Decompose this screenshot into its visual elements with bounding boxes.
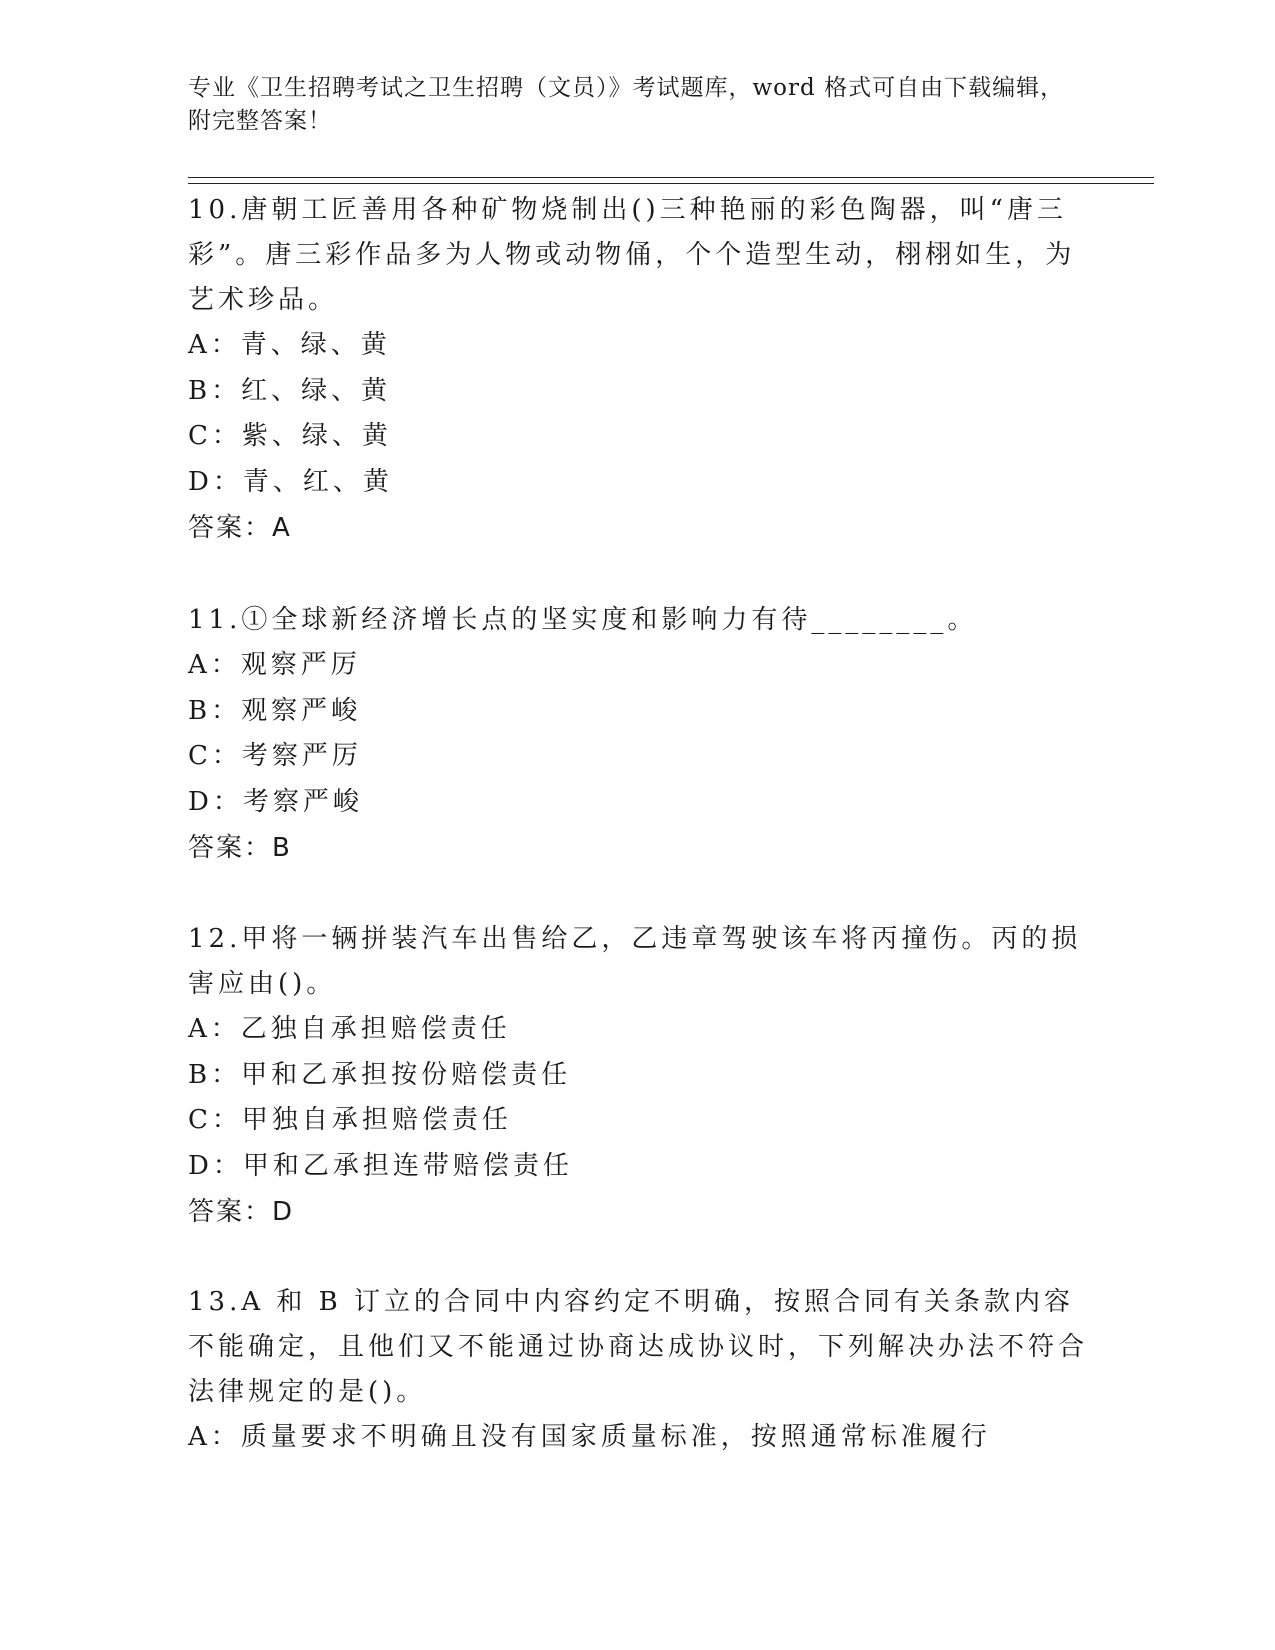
question-13 xyxy=(188,1280,1088,1461)
option-b: B：观察严峻 xyxy=(188,695,362,726)
option-b: B：甲和乙承担按份赔偿责任 xyxy=(188,1059,572,1090)
question-11 xyxy=(188,598,1088,871)
option-d: D：青、红、黄 xyxy=(188,466,393,497)
option-d: D：甲和乙承担连带赔偿责任 xyxy=(188,1150,573,1181)
header-text: 专业《卫生招聘考试之卫生招聘（文员）》考试题库，word 格式可自由下载编辑，附完整答案！ xyxy=(188,75,1065,134)
answer: 答案：A xyxy=(188,513,292,543)
answer: 答案：D xyxy=(188,1197,295,1227)
header-divider-bottom xyxy=(188,183,1154,184)
option-a: A：观察严厉 xyxy=(188,650,361,680)
question-stem: 11.①全球新经济增长点的坚实度和影响力有待________。 xyxy=(188,605,978,635)
question-stem: 10.唐朝工匠善用各种矿物烧制出()三种艳丽的彩色陶器，叫“唐三彩”。唐三彩作品多为人物或动物俑，个个造型生动，栩栩如生，为艺术珍品。 xyxy=(188,195,1076,315)
option-a: A：质量要求不明确且没有国家质量标准，按照通常标准履行 xyxy=(188,1422,991,1452)
question-stem: 12.甲将一辆拼装汽车出售给乙，乙违章驾驶该车将丙撞伤。丙的损害应由()。 xyxy=(188,924,1082,999)
question-stem: 13.A 和 B 订立的合同中内容约定不明确，按照合同有关条款内容不能确定，且他们又不能通过协商达成协议时，下列解决办法不符合法律规定的是()。 xyxy=(188,1287,1089,1407)
option-b: B：红、绿、黄 xyxy=(188,375,392,406)
answer: 答案：B xyxy=(188,833,292,863)
document-header xyxy=(188,72,1088,138)
question-12 xyxy=(188,917,1088,1235)
header-divider-top xyxy=(188,177,1154,178)
option-d: D：考察严峻 xyxy=(188,786,363,817)
option-c: C：甲独自承担赔偿责任 xyxy=(188,1105,512,1135)
option-a: A：乙独自承担赔偿责任 xyxy=(188,1014,511,1044)
option-a: A：青、绿、黄 xyxy=(188,330,391,360)
option-c: C：紫、绿、黄 xyxy=(188,421,392,451)
option-c: C：考察严厉 xyxy=(188,741,362,771)
question-10 xyxy=(188,188,1088,551)
